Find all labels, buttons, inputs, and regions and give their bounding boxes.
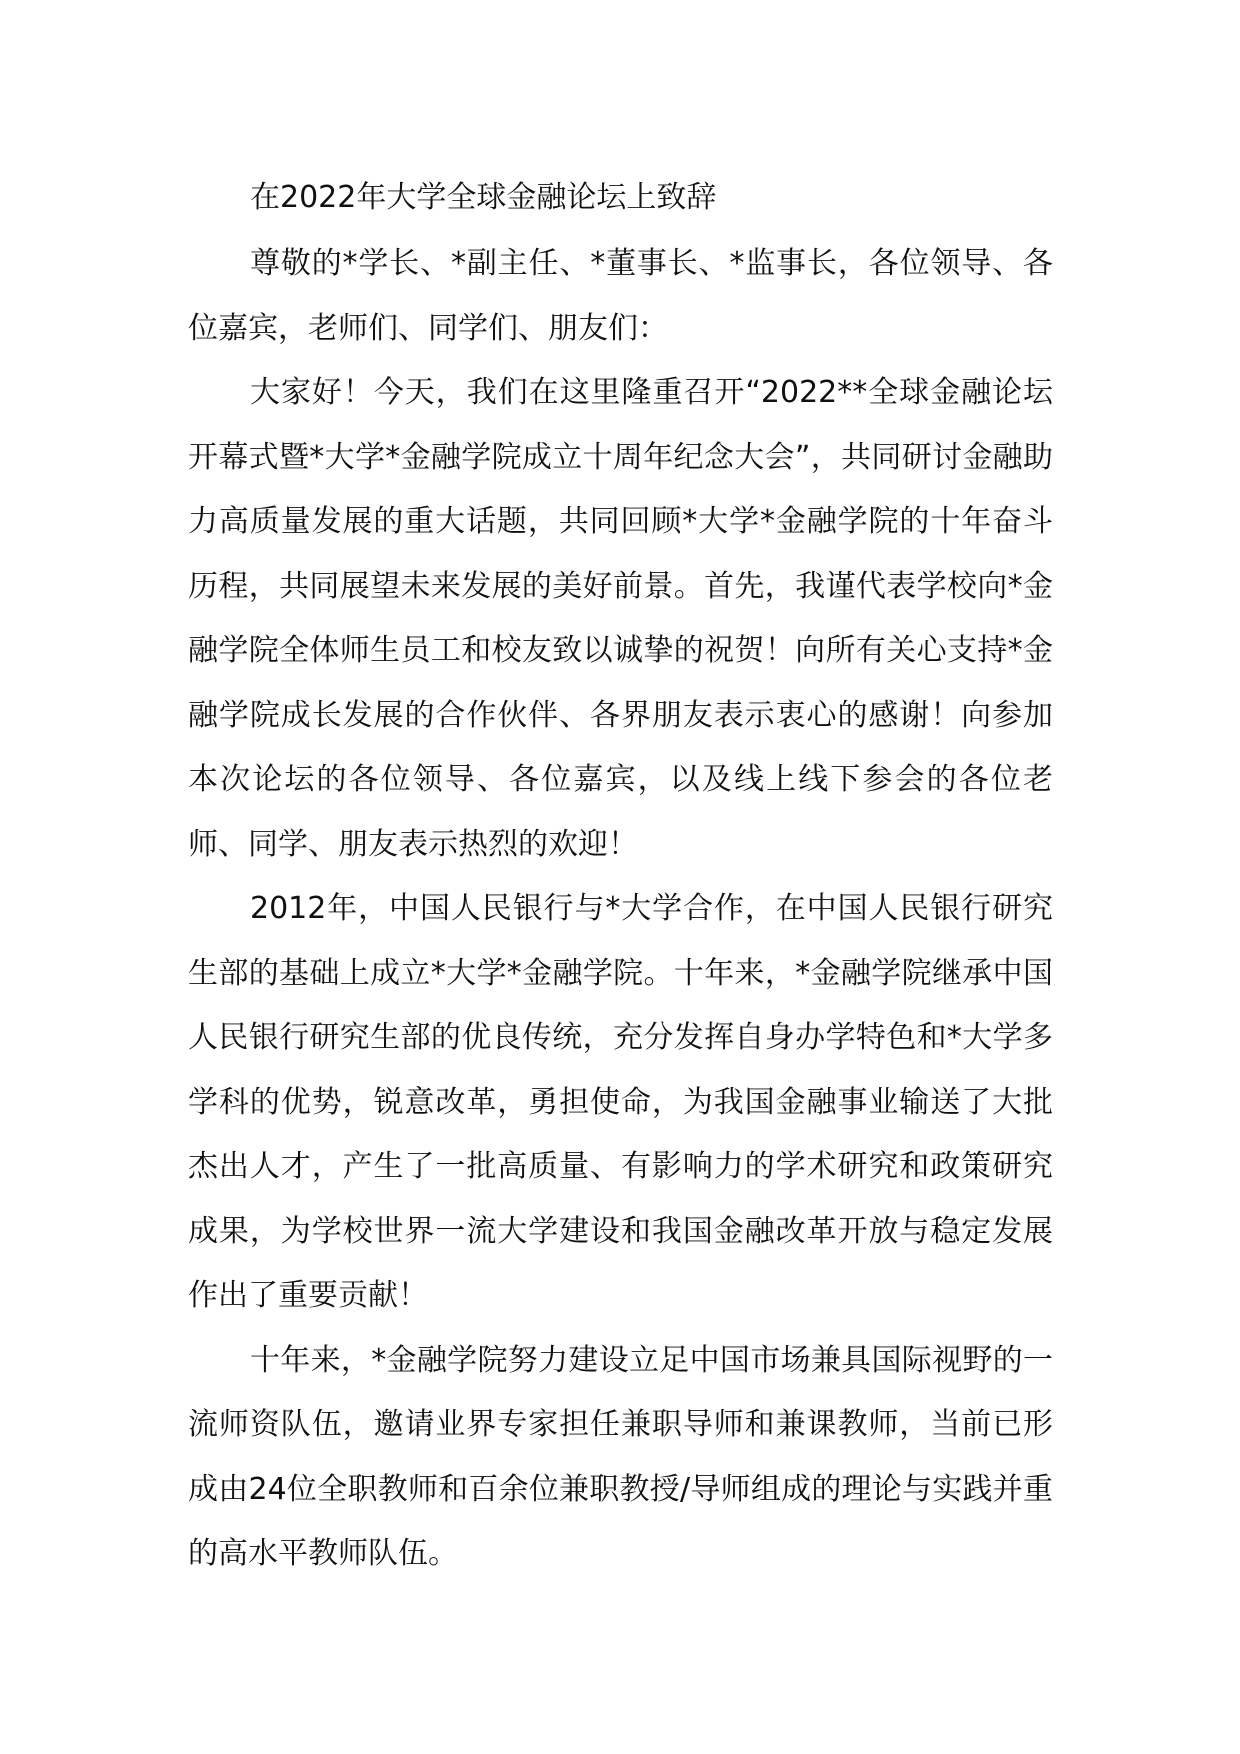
- document-title: 在2022年大学全球金融论坛上致辞: [250, 180, 717, 215]
- faculty-paragraph: 十年来，*金融学院努力建设立足中国市场兼具国际视野的一流师资队伍，邀请业界专家担任兼职导师和兼课教师，当前已形成由24位全职教师和百余位兼职教授/导师组成的理论与实践并重的高水平教师队伍。: [188, 1342, 1053, 1571]
- salutation-paragraph: 尊敬的*学长、*副主任、*董事长、*监事长，各位领导、各位嘉宾，老师们、同学们、朋友们：: [188, 246, 1053, 346]
- greeting-paragraph: 大家好！今天，我们在这里隆重召开“2022**全球金融论坛开幕式暨*大学*金融学院成立十周年纪念大会”，共同研讨金融助力高质量发展的重大话题，共同回顾*大学*金融学院的十年奋斗历程，共同展望未来发展的美好前景。首先，我谨代表学校向*金融学院全体师生员工和校友致以诚挚的祝贺！向所有关心支持*金融学院成长发展的合作伙伴、各界朋友表示衷心的感谢！向参加本次论坛的各位领导、各位嘉宾，以及线上线下参会的各位老师、同学、朋友表示热烈的欢迎！: [188, 375, 1053, 862]
- history-paragraph: 2012年，中国人民银行与*大学合作，在中国人民银行研究生部的基础上成立*大学*金融学院。十年来，*金融学院继承中国人民银行研究生部的优良传统，充分发挥自身办学特色和*大学多学科的优势，锐意改革，勇担使命，为我国金融事业输送了大批杰出人才，产生了一批高质量、有影响力的学术研究和政策研究成果，为学校世界一流大学建设和我国金融改革开放与稳定发展作出了重要贡献！: [188, 891, 1053, 1313]
- document-body: [188, 170, 1053, 1587]
